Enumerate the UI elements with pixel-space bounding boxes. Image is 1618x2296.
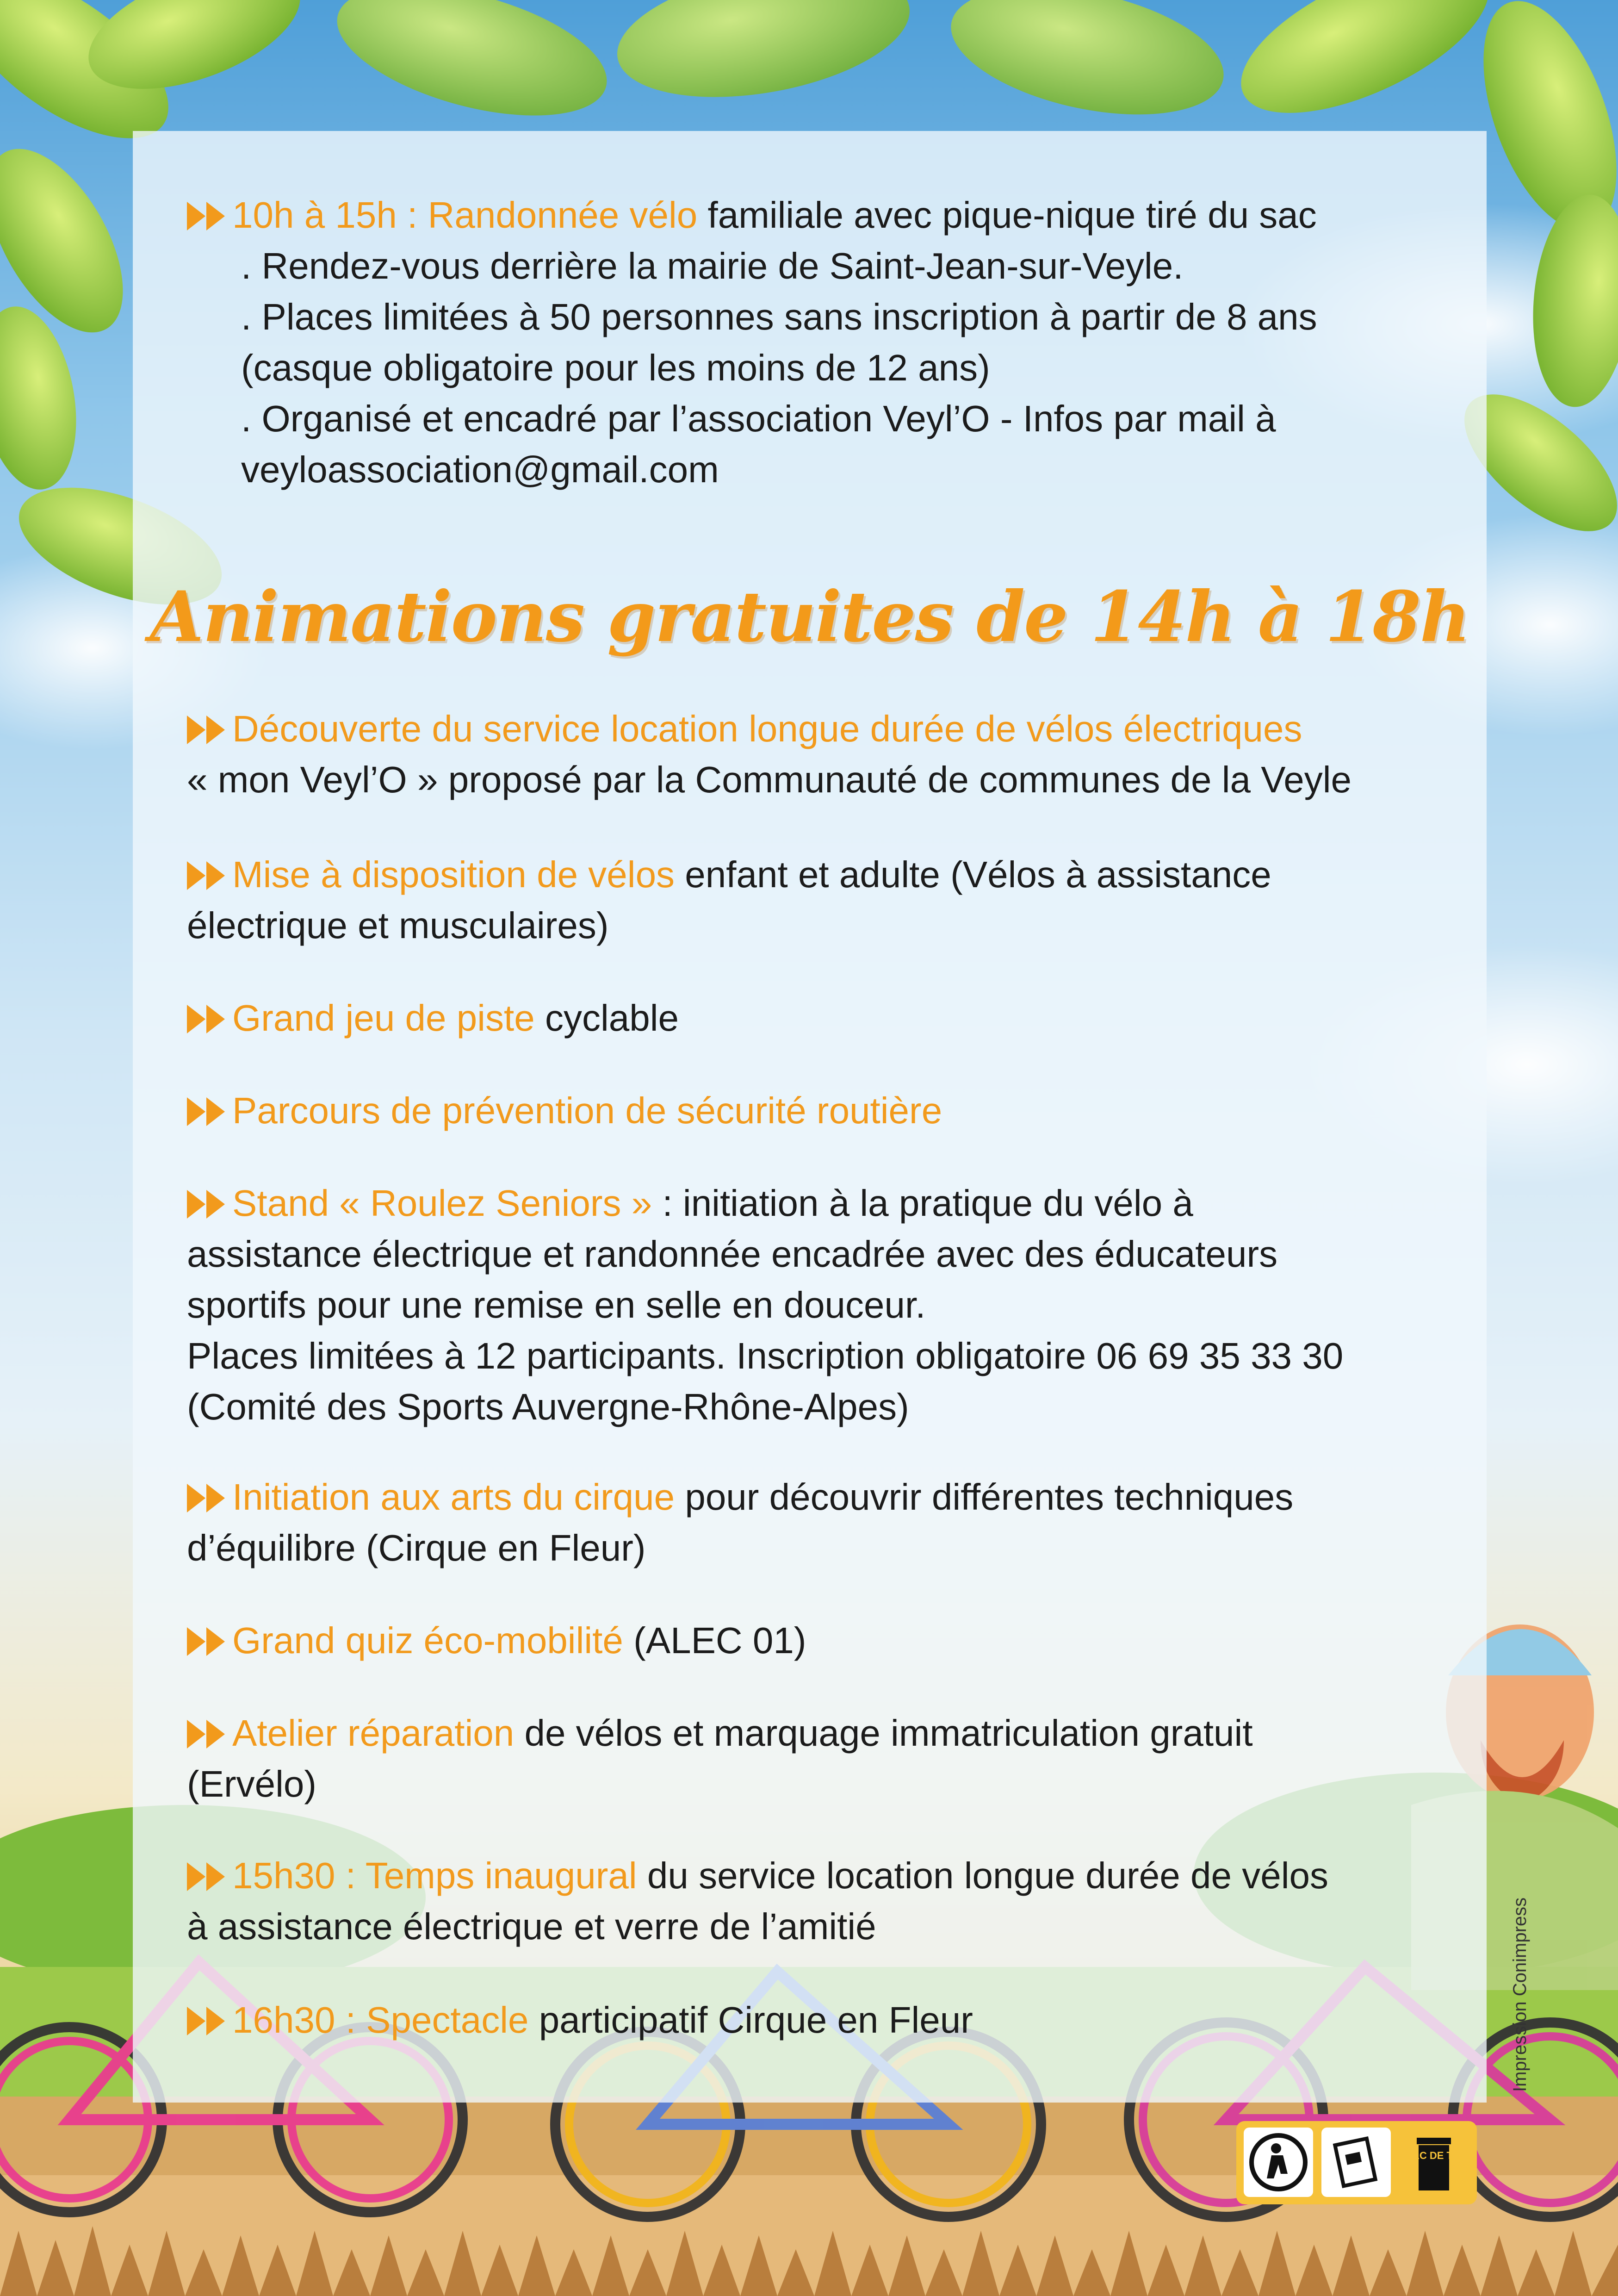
animation-item-line: électrique et musculaires) <box>187 905 609 946</box>
animation-item-line: « mon Veyl’O » proposé par la Communauté de communes de la Veyle <box>187 759 1351 800</box>
animation-item-headline <box>187 849 1271 900</box>
animation-item-highlight: Grand quiz éco-mobilité <box>232 1620 623 1661</box>
double-arrow-icon <box>187 1005 229 1033</box>
double-arrow-icon <box>187 1862 229 1891</box>
recycle-person-icon <box>1244 2128 1313 2197</box>
animation-item-highlight: Découverte du service location longue durée de vélos électriques <box>232 708 1302 749</box>
double-arrow-icon <box>187 861 229 890</box>
animation-item-line: assistance électrique et randonnée encadrée avec des éducateurs <box>187 1233 1278 1275</box>
animation-item <box>187 1615 806 1666</box>
animation-item-text: de vélos et marquage immatriculation gratuit <box>514 1712 1253 1754</box>
intro-line: . Rendez-vous derrière la mairie de Saint-Jean-sur-Veyle. <box>241 245 1184 286</box>
animation-item-line: Places limitées à 12 participants. Inscription obligatoire 06 69 35 33 30 <box>187 1335 1344 1376</box>
double-arrow-icon <box>187 1190 229 1219</box>
animation-item-line: (Comité des Sports Auvergne-Rhône-Alpes) <box>187 1386 909 1427</box>
intro-line: . Organisé et encadré par l’association Veyl’O - Infos par mail à <box>241 398 1276 439</box>
intro-line: (casque obligatoire pour les moins de 12 ans) <box>241 347 990 388</box>
animation-item-highlight: Mise à disposition de vélos <box>232 854 675 895</box>
animation-item <box>187 703 1351 805</box>
animation-item-text: cyclable <box>534 997 679 1039</box>
animation-item-headline <box>187 1085 942 1136</box>
animation-item-headline <box>187 1178 1343 1229</box>
recycling-logos <box>1236 2121 1477 2204</box>
double-arrow-icon <box>187 1097 229 1126</box>
double-arrow-icon <box>187 2007 229 2035</box>
animation-item-text: du service location longue durée de vélos <box>637 1855 1328 1896</box>
animation-item <box>187 1085 942 1136</box>
animation-item <box>187 849 1271 951</box>
intro-email: veyloassociation@gmail.com <box>241 449 719 490</box>
animation-item-highlight: Grand jeu de piste <box>232 997 535 1039</box>
animation-item-text: : initiation à la pratique du vélo à <box>652 1182 1193 1224</box>
animation-item-text: pour découvrir différentes techniques <box>675 1476 1294 1518</box>
animation-item-text: participatif Cirque en Fleur <box>528 1999 973 2041</box>
animation-item <box>187 1850 1328 1952</box>
double-arrow-icon <box>187 1720 229 1748</box>
animation-item <box>187 1708 1253 1810</box>
intro-headline <box>187 190 1317 241</box>
double-arrow-icon <box>187 202 229 230</box>
intro-time-rest: familiale avec pique-nique tiré du sac <box>697 194 1317 236</box>
animation-item <box>187 993 679 1044</box>
animation-item-line: à assistance électrique et verre de l’amitié <box>187 1906 876 1947</box>
animation-item-line: d’équilibre (Cirque en Fleur) <box>187 1527 646 1568</box>
animation-item <box>187 1995 973 2046</box>
animation-item <box>187 1472 1293 1574</box>
double-arrow-icon <box>187 716 229 744</box>
animation-item-line: sportifs pour une remise en selle en douceur. <box>187 1284 926 1325</box>
animation-item-highlight: Initiation aux arts du cirque <box>232 1476 675 1518</box>
paper-sorting-icon <box>1321 2128 1391 2197</box>
animation-item-text: (ALEC 01) <box>623 1620 806 1661</box>
animation-item-headline <box>187 703 1351 754</box>
section-heading: Animations gratuites de 14h à 18h <box>150 576 1469 658</box>
double-arrow-icon <box>187 1484 229 1512</box>
animation-item-headline <box>187 1850 1328 1901</box>
sorting-bin-icon <box>1399 2128 1469 2197</box>
intro-time-label: 10h à 15h : Randonnée vélo <box>232 194 698 236</box>
animation-item-highlight: Stand « Roulez Seniors » <box>232 1182 652 1224</box>
printer-credit: Impression Conimpress <box>1510 1897 1530 2092</box>
bin-label: BAC DE TRI <box>1405 2150 1463 2161</box>
animation-item-line: (Ervélo) <box>187 1763 317 1804</box>
animation-item-headline <box>187 1615 806 1666</box>
animation-item-highlight: 15h30 : Temps inaugural <box>232 1855 637 1896</box>
animation-item-headline <box>187 1708 1253 1759</box>
animation-item <box>187 1178 1343 1432</box>
animation-item-highlight: 16h30 : Spectacle <box>232 1999 529 2041</box>
animation-item-text: enfant et adulte (Vélos à assistance <box>675 854 1271 895</box>
animation-item-headline <box>187 1472 1293 1523</box>
double-arrow-icon <box>187 1627 229 1656</box>
intro-block <box>187 190 1317 495</box>
animation-item-highlight: Atelier réparation <box>232 1712 515 1754</box>
animation-item-highlight: Parcours de prévention de sécurité routière <box>232 1090 942 1131</box>
intro-line: . Places limitées à 50 personnes sans inscription à partir de 8 ans <box>241 296 1317 337</box>
animation-item-headline <box>187 1995 973 2046</box>
animation-item-headline <box>187 993 679 1044</box>
